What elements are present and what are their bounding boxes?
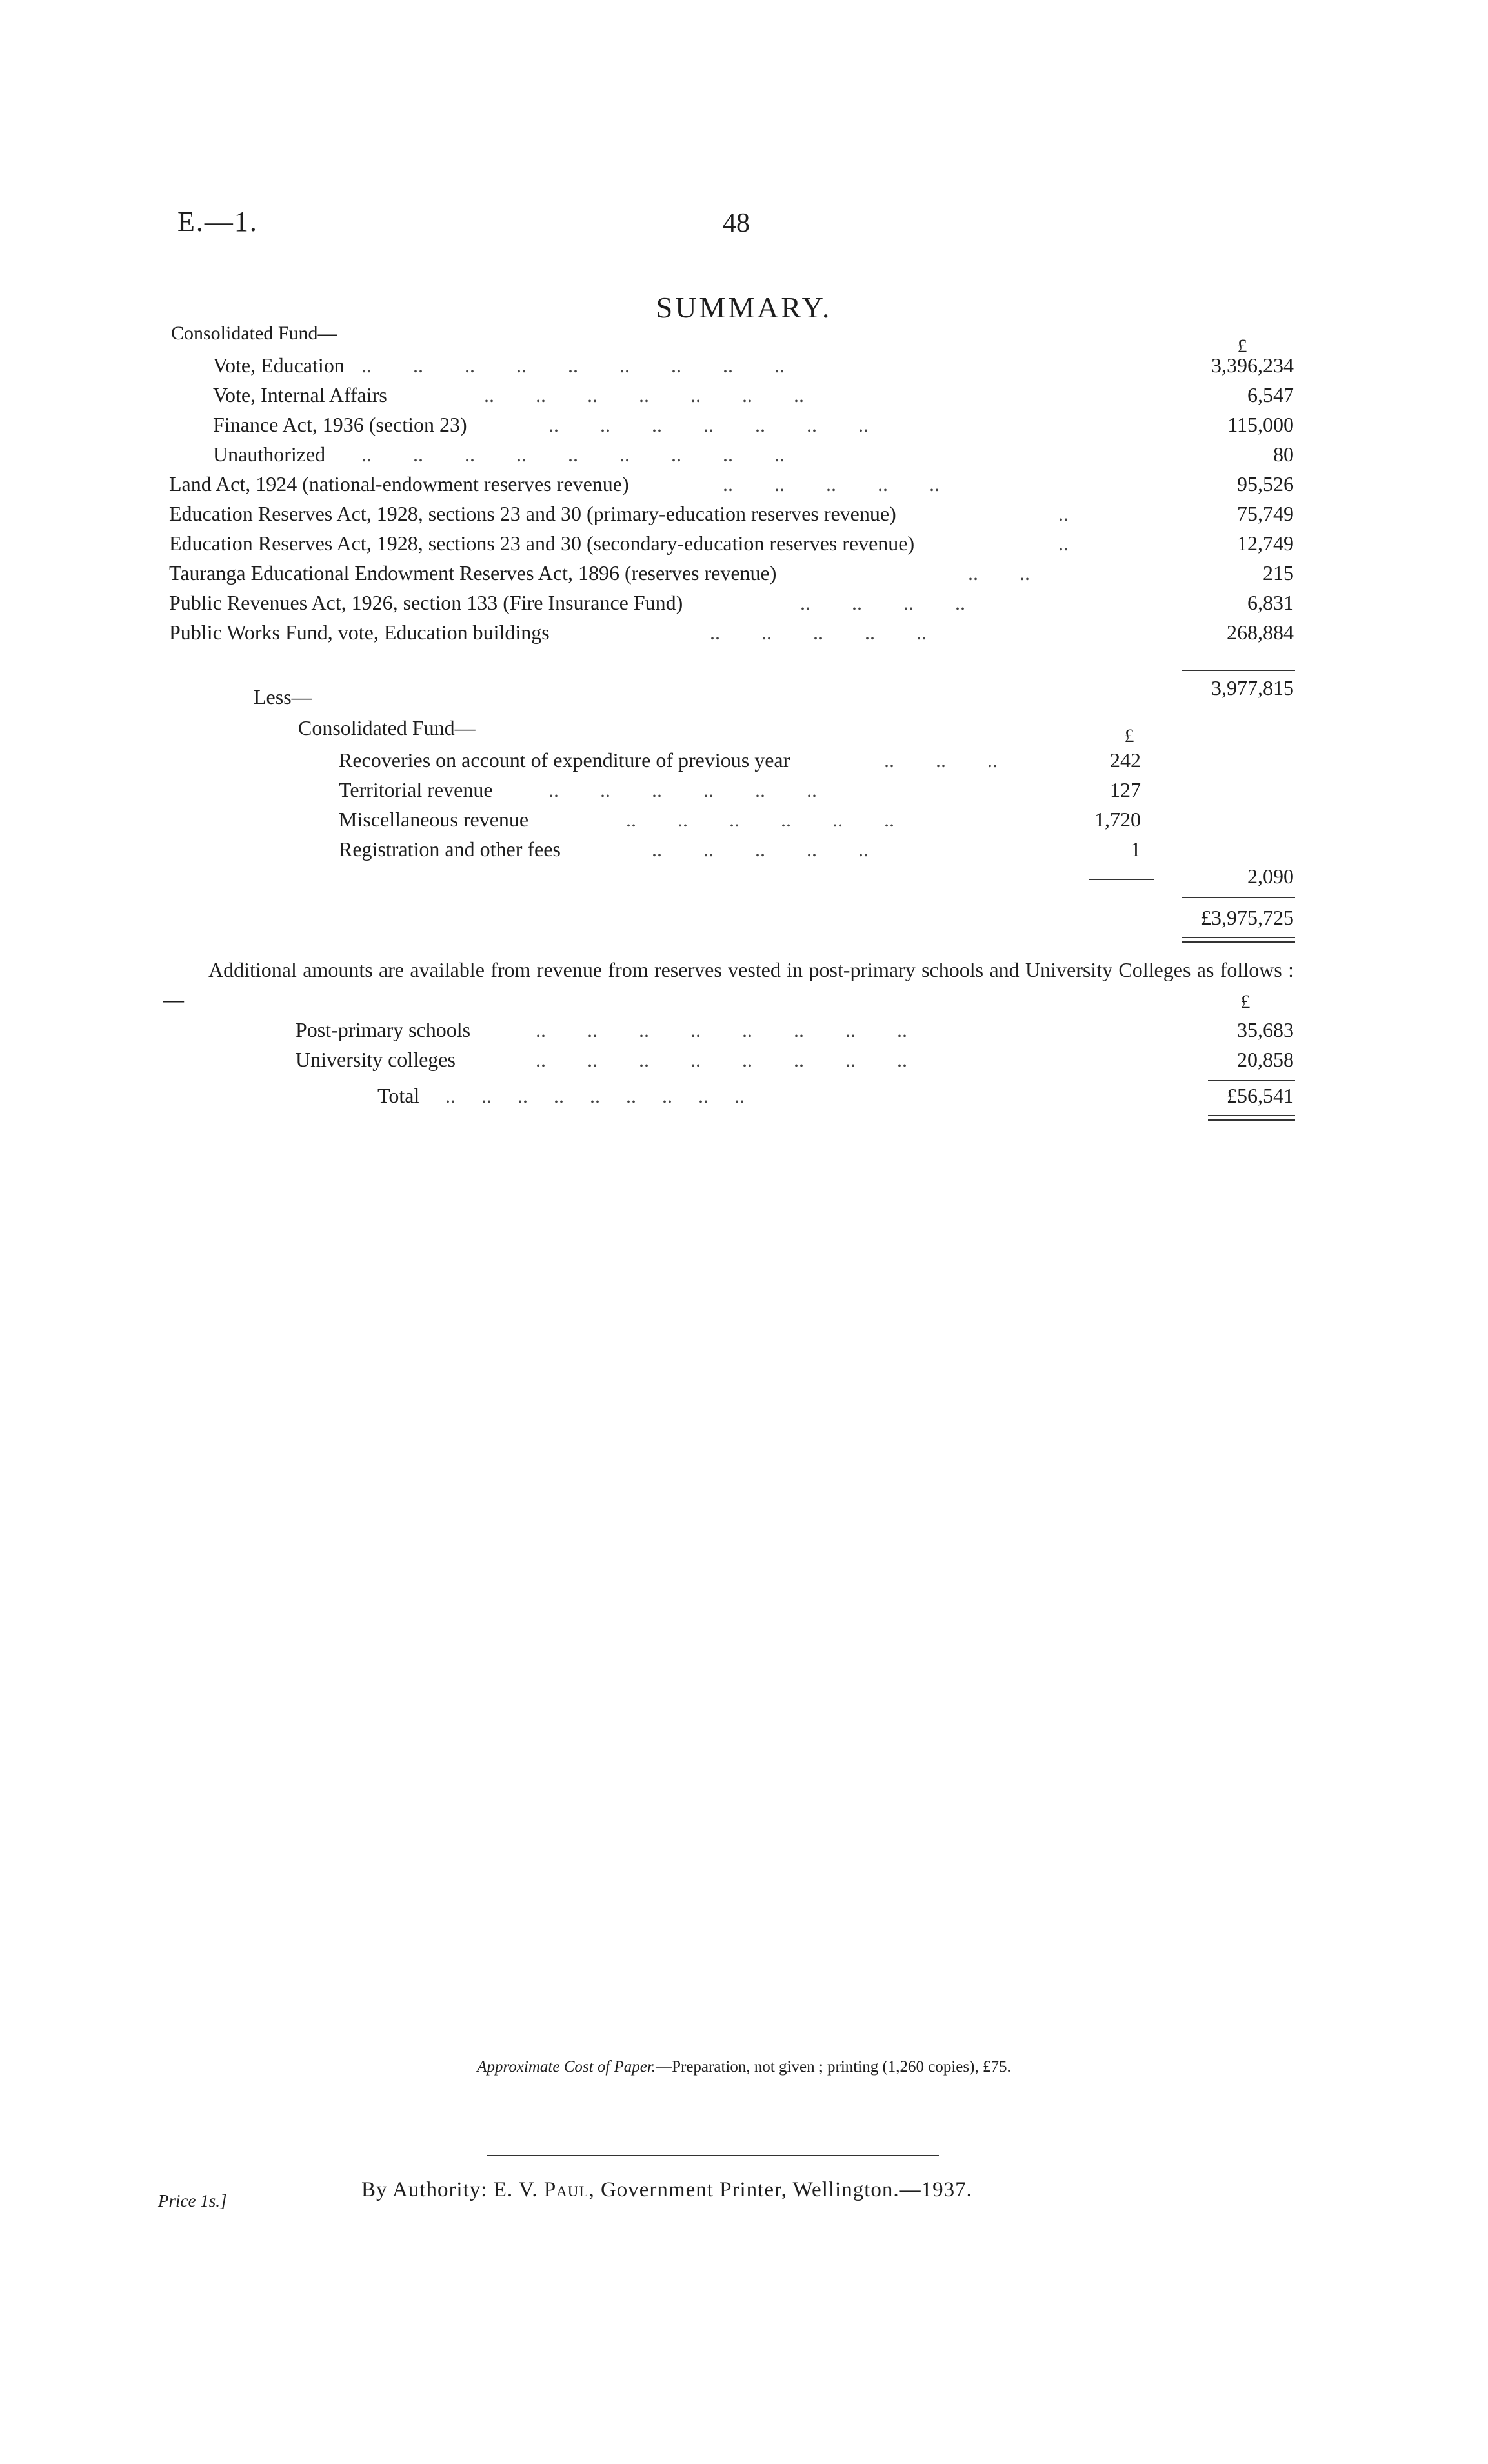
less-item-amount: 1,720 [1094, 808, 1141, 831]
item-amount: 80 [1273, 443, 1294, 466]
less-item-label: Miscellaneous revenue [339, 808, 529, 831]
table-row [0, 808, 1488, 835]
authority-prefix: By Authority: [361, 2178, 488, 2201]
item-amount: 12,749 [1237, 532, 1294, 555]
net-total-double-rule [1182, 937, 1295, 943]
less-item-label: Recoveries on account of expenditure of previous year [339, 748, 790, 772]
item-label: Unauthorized [213, 443, 326, 466]
leader-dots: .. .. .. .. .. [652, 837, 869, 861]
leader-dots: .. .. .. [884, 748, 998, 772]
section-label: Consolidated Fund— [171, 323, 337, 344]
cost-note [0, 2058, 1488, 2076]
price: Price 1s.] [158, 2191, 227, 2210]
item-label: Vote, Internal Affairs [213, 383, 387, 406]
item-amount: 75,749 [1237, 502, 1294, 525]
footer-rule [487, 2155, 939, 2156]
additional-item-amount: 20,858 [1237, 1048, 1294, 1071]
item-label: Vote, Education [213, 354, 345, 377]
item-label: Education Reserves Act, 1928, sections 23 and 30 (primary-education reserves revenue) [169, 502, 896, 525]
table-row [0, 748, 1488, 776]
additional-total-double-rule [1208, 1115, 1295, 1121]
leader-dots: .. .. .. .. .. .. .. .. .. [445, 1084, 745, 1107]
authority-line [361, 2178, 972, 2202]
less-item-amount: 127 [1110, 778, 1141, 801]
table-row [0, 591, 1488, 618]
cost-text: —Preparation, not given ; printing (1,260 copies), £75. [656, 2058, 1011, 2076]
table-row [0, 443, 1488, 470]
item-amount: 6,547 [1247, 383, 1294, 406]
less-total: 2,090 [1247, 865, 1294, 888]
leader-dots: .. .. .. .. .. [723, 472, 940, 496]
item-label: Land Act, 1924 (national-endowment reserves revenue) [169, 472, 629, 496]
additional-total-row [0, 1084, 1488, 1111]
item-amount: 215 [1263, 561, 1294, 585]
item-amount: 115,000 [1227, 413, 1294, 436]
item-amount: 95,526 [1237, 472, 1294, 496]
less-row [0, 685, 1488, 712]
item-label: Public Revenues Act, 1926, section 133 (Fire Insurance Fund) [169, 591, 683, 614]
leader-dots: .. .. .. .. .. .. .. .. .. [361, 443, 785, 466]
table-row [0, 413, 1488, 440]
page-number: 48 [723, 208, 750, 238]
leader-dots: .. [1058, 532, 1069, 555]
item-label: Finance Act, 1936 (section 23) [213, 413, 467, 436]
less-item-label: Registration and other fees [339, 837, 561, 861]
gross-total: 3,977,815 [1211, 676, 1294, 699]
less-total-row [0, 865, 1488, 892]
leader-dots: .. [1058, 502, 1069, 525]
table-row [0, 837, 1488, 865]
table-row [0, 621, 1488, 648]
page-code: E.—1. [177, 206, 258, 237]
less-item-amount: 242 [1110, 748, 1141, 772]
less-item-label: Territorial revenue [339, 778, 493, 801]
additional-column-heading-row [0, 991, 1488, 1018]
item-amount: 3,396,234 [1211, 354, 1294, 377]
less-fund-label: Consolidated Fund— [298, 716, 476, 739]
less-item-amount: 1 [1131, 837, 1141, 861]
subtotal-rule [1182, 670, 1295, 671]
leader-dots: .. .. .. .. .. .. .. .. .. [361, 354, 785, 377]
additional-total: £56,541 [1227, 1084, 1294, 1107]
table-row [0, 778, 1488, 805]
leader-dots: .. .. [968, 561, 1030, 585]
leader-dots: .. .. .. .. .. .. .. .. [536, 1048, 907, 1071]
additional-total-label: Total [377, 1084, 420, 1107]
less-currency-symbol: £ [1124, 725, 1134, 746]
additional-item-amount: 35,683 [1237, 1018, 1294, 1041]
table-row [0, 1018, 1488, 1045]
leader-dots: .. .. .. .. .. .. .. .. [536, 1018, 907, 1041]
net-total: £3,975,725 [1201, 906, 1294, 929]
leader-dots: .. .. .. .. .. .. .. [484, 383, 804, 406]
leader-dots: .. .. .. .. .. .. [626, 808, 894, 831]
item-label: Public Works Fund, vote, Education buildings [169, 621, 550, 644]
item-amount: 268,884 [1227, 621, 1294, 644]
cost-label: Approximate Cost of Paper. [477, 2058, 656, 2076]
item-label: Education Reserves Act, 1928, sections 23 and 30 (secondary-education reserves revenue) [169, 532, 915, 555]
net-total-row [0, 906, 1488, 933]
printer-name: E. V. Paul, [493, 2178, 595, 2201]
currency-symbol: £ [1237, 336, 1247, 357]
additional-item-label: Post-primary schools [296, 1018, 471, 1041]
table-row [0, 383, 1488, 410]
table-row [0, 502, 1488, 529]
table-row [0, 561, 1488, 588]
leader-dots: .. .. .. .. .. [710, 621, 927, 644]
table-row [0, 472, 1488, 499]
net-total-rule [1182, 897, 1295, 898]
additional-currency-symbol: £ [1240, 991, 1251, 1012]
table-row [0, 1048, 1488, 1075]
additional-item-label: University colleges [296, 1048, 456, 1071]
leader-dots: .. .. .. .. .. .. .. [548, 413, 869, 436]
item-amount: 6,831 [1247, 591, 1294, 614]
printer-suffix: Government Printer, Wellington.—1937. [600, 2178, 972, 2201]
additional-text: Additional amounts are available from revenue from reserves vested in post-primary schools and University Colleges as follows :— [163, 958, 1294, 1011]
leader-dots: .. .. .. .. [800, 591, 965, 614]
item-label: Tauranga Educational Endowment Reserves Act, 1896 (reserves revenue) [169, 561, 777, 585]
page-title: SUMMARY. [656, 291, 832, 324]
leader-dots: .. .. .. .. .. .. [548, 778, 817, 801]
table-row [0, 354, 1488, 381]
less-label: Less— [254, 685, 312, 708]
table-row [0, 532, 1488, 559]
additional-total-rule [1208, 1080, 1295, 1081]
